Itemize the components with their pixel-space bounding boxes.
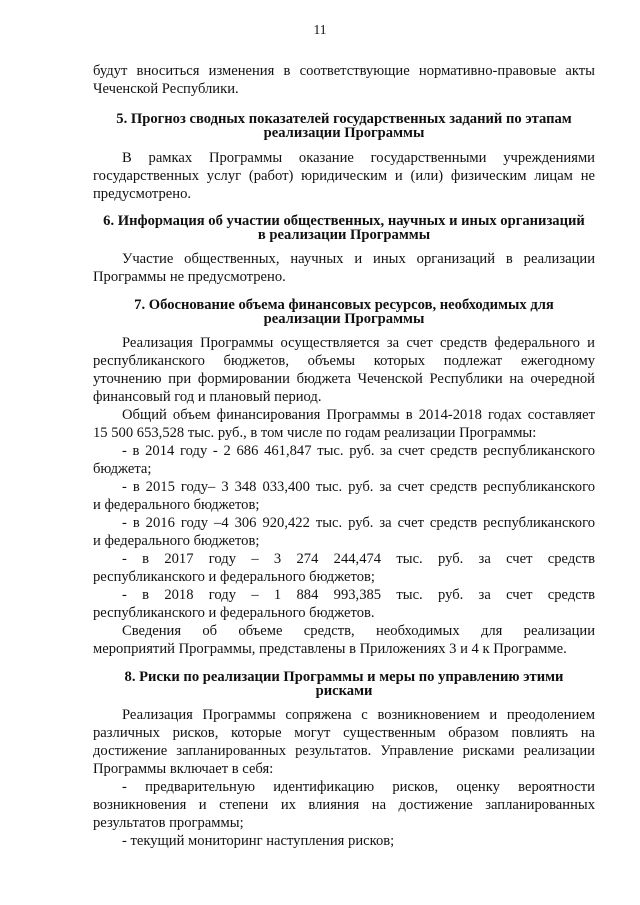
section-6-heading: в реализации Программы bbox=[257, 227, 431, 243]
section-7-heading: реализации Программы bbox=[263, 311, 425, 327]
paragraph-line: Реализация Программы сопряжена с возникновением и преодолением bbox=[122, 707, 595, 723]
list-item-cont: бюджета; bbox=[93, 461, 152, 477]
paragraph-line: государственных услуг (работ) юридическим и (или) физическим лицам не bbox=[93, 168, 595, 184]
paragraph-line: достижение запланированных результатов. Управление рисками реализации bbox=[93, 743, 595, 759]
paragraph-line: 15 500 653,528 тыс. руб., в том числе по годам реализации Программы: bbox=[93, 425, 537, 441]
section-5-heading: реализации Программы bbox=[263, 125, 425, 141]
list-item: - в 2015 году– 3 348 033,400 тыс. руб. за счет средств республиканского bbox=[122, 479, 595, 495]
list-item: - предварительную идентификацию рисков, оценку вероятности bbox=[122, 779, 595, 795]
paragraph-line: предусмотрено. bbox=[93, 186, 192, 202]
paragraph-line: В рамках Программы оказание государственными учреждениями bbox=[122, 150, 595, 166]
paragraph-line: Общий объем финансирования Программы в 2014-2018 годах составляет bbox=[122, 407, 595, 423]
list-item-cont: и федерального бюджетов; bbox=[93, 497, 260, 513]
list-item: - в 2014 году - 2 686 461,847 тыс. руб. за счет средств республиканского bbox=[122, 443, 595, 459]
section-8-heading: рисками bbox=[315, 683, 373, 699]
list-item: - в 2016 году –4 306 920,422 тыс. руб. за счет средств республиканского bbox=[122, 515, 595, 531]
list-item-cont: и федерального бюджетов; bbox=[93, 533, 260, 549]
paragraph-line: Сведения об объеме средств, необходимых для реализации bbox=[122, 623, 595, 639]
list-item: - в 2018 году – 1 884 993,385 тыс. руб. за счет средств bbox=[122, 587, 595, 603]
section-5-heading: 5. Прогноз сводных показателей государственных заданий по этапам bbox=[116, 111, 572, 127]
paragraph-line: Программы не предусмотрено. bbox=[93, 269, 286, 285]
paragraph-line: Реализация Программы осуществляется за счет средств федерального и bbox=[122, 335, 595, 351]
intro-line: будут вноситься изменения в соответствующие нормативно-правовые акты bbox=[93, 63, 595, 79]
paragraph-line: мероприятий Программы, представлены в Приложениях 3 и 4 к Программе. bbox=[93, 641, 567, 657]
section-6-heading: 6. Информация об участии общественных, научных и иных организаций bbox=[103, 213, 585, 229]
paragraph-line: Программы включает в себя: bbox=[93, 761, 274, 777]
list-item-cont: республиканского и федерального бюджетов. bbox=[93, 605, 375, 621]
list-item: - в 2017 году – 3 274 244,474 тыс. руб. за счет средств bbox=[122, 551, 595, 567]
section-8-heading: 8. Риски по реализации Программы и меры по управлению этими bbox=[124, 669, 564, 685]
section-7-heading: 7. Обоснование объема финансовых ресурсов, необходимых для bbox=[134, 297, 554, 313]
paragraph-line: финансовый год и плановый период. bbox=[93, 389, 322, 405]
list-item-cont: результатов программы; bbox=[93, 815, 244, 831]
paragraph-line: республиканского бюджетов, объемы которых подлежат ежегодному bbox=[93, 353, 595, 369]
intro-line: Чеченской Республики. bbox=[93, 81, 239, 97]
paragraph-line: Участие общественных, научных и иных организаций в реализации bbox=[122, 251, 595, 267]
list-item: - текущий мониторинг наступления рисков; bbox=[122, 833, 395, 849]
paragraph-line: различных рисков, которые могут существенным образом повлиять на bbox=[93, 725, 595, 741]
list-item-cont: возникновения и степени их влияния на достижение запланированных bbox=[93, 797, 595, 813]
list-item-cont: республиканского и федерального бюджетов; bbox=[93, 569, 375, 585]
paragraph-line: уточнению при формировании бюджета Чеченской Республики на очередной bbox=[93, 371, 595, 387]
page-number: 11 bbox=[313, 22, 327, 37]
